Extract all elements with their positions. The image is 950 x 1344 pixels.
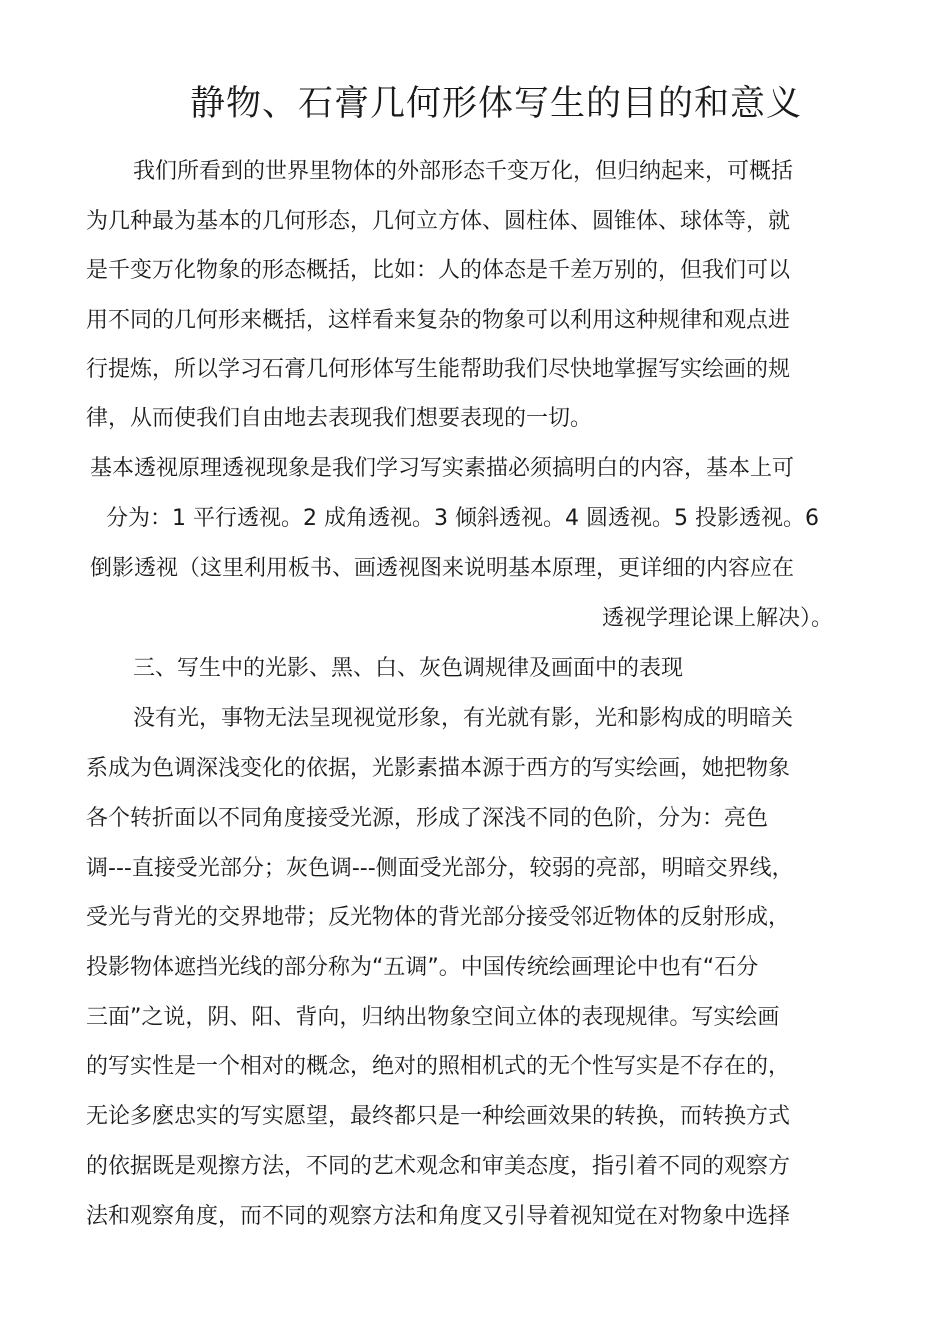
- paragraph-3-line: 受光与背光的交界地带；反光物体的背光部分接受邻近物体的反射形成，: [86, 905, 791, 930]
- paragraph-3-line: 调---直接受光部分；灰色调---侧面受光部分，较弱的亮部，明暗交界线，: [86, 856, 794, 881]
- section-heading: 三、写生中的光影、黑、白、灰色调规律及画面中的表现: [133, 656, 684, 681]
- paragraph-1-line: 我们所看到的世界里物体的外部形态千变万化，但归纳起来，可概括: [133, 159, 794, 184]
- paragraph-1-line: 为几种最为基本的几何形态，几何立方体、圆柱体、圆锥体、球体等，就: [86, 209, 791, 234]
- paragraph-3-line: 三面”之说，阴、阳、背向，归纳出物象空间立体的表现规律。写实绘画: [86, 1005, 780, 1030]
- paragraph-3-line: 系成为色调深浅变化的依据，光影素描本源于西方的写实绘画，她把物象: [86, 756, 791, 781]
- paragraph-1-line: 用不同的几何形来概括，这样看来复杂的物象可以利用这种规律和观点进: [86, 308, 791, 333]
- paragraph-3-line: 投影物体遮挡光线的部分称为“五调”。中国传统绘画理论中也有“石分: [86, 955, 759, 980]
- paragraph-2-line: 分为：1 平行透视。2 成角透视。3 倾斜透视。4 圆透视。5 投影透视。6: [106, 506, 819, 531]
- paragraph-3-line: 无论多麽忠实的写实愿望，最终都只是一种绘画效果的转换，而转换方式: [86, 1104, 791, 1129]
- paragraph-3-line: 各个转折面以不同角度接受光源，形成了深浅不同的色阶，分为：亮色: [86, 806, 769, 831]
- paragraph-3-line: 的写实性是一个相对的概念，绝对的照相机式的无个性写实是不存在的，: [86, 1054, 791, 1079]
- paragraph-3-line: 的依据既是观擦方法，不同的艺术观念和审美态度，指引着不同的观察方: [86, 1154, 791, 1179]
- paragraph-2-line: 倒影透视（这里利用板书、画透视图来说明基本原理，更详细的内容应在: [90, 556, 795, 581]
- paragraph-2-line: 透视学理论课上解决）。: [602, 606, 834, 631]
- document-title: 静物、石膏几何形体写生的目的和意义: [190, 84, 803, 124]
- paragraph-3-line: 法和观察角度，而不同的观察方法和角度又引导着视知觉在对物象中选择: [86, 1204, 791, 1229]
- paragraph-3-line: 没有光，事物无法呈现视觉形象，有光就有影，光和影构成的明暗关: [133, 706, 794, 731]
- paragraph-1-line: 是千变万化物象的形态概括，比如：人的体态是千差万别的，但我们可以: [86, 258, 791, 283]
- paragraph-1-line: 律，从而使我们自由地去表现我们想要表现的一切。: [86, 406, 593, 431]
- paragraph-1-line: 行提炼，所以学习石膏几何形体写生能帮助我们尽快地掌握写实绘画的规: [86, 357, 791, 382]
- paragraph-2-line: 基本透视原理透视现象是我们学习写实素描必须搞明白的内容，基本上可: [90, 456, 795, 481]
